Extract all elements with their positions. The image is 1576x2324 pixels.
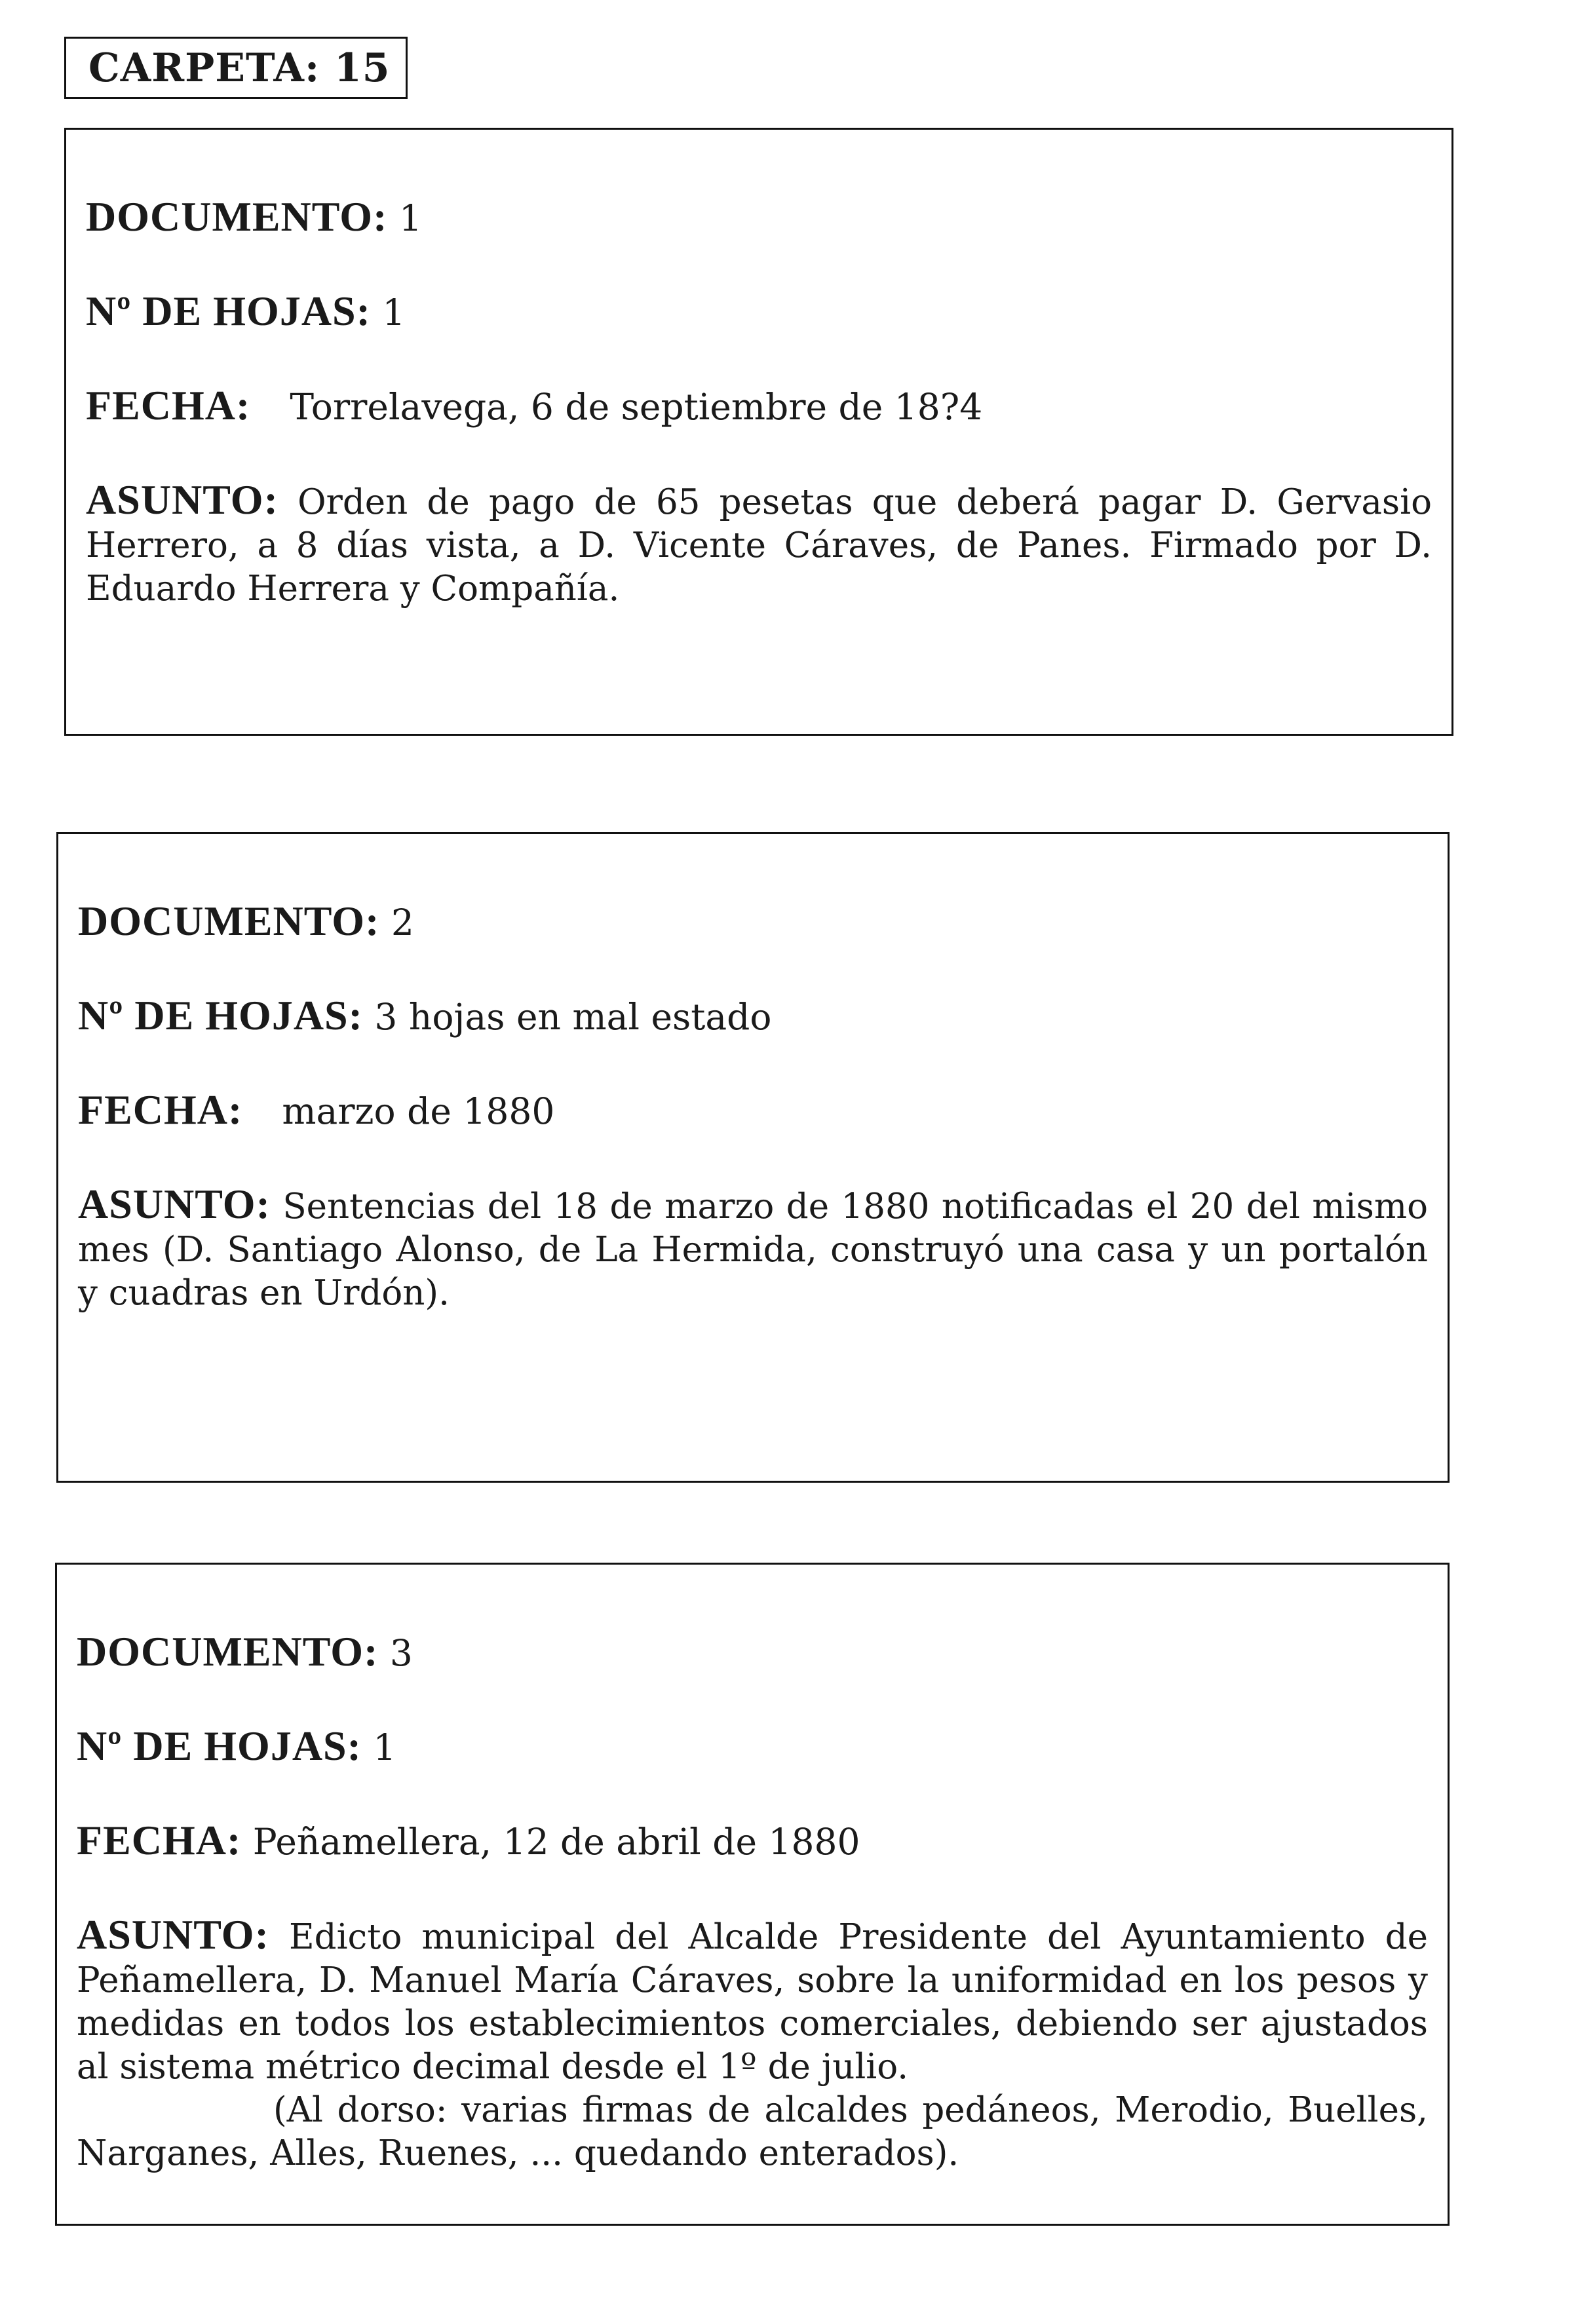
- asunto-field: [86, 478, 1432, 611]
- documento-value: 1: [398, 197, 422, 239]
- hojas-field: [78, 994, 1428, 1038]
- hojas-label: Nº DE HOJAS:: [77, 1723, 362, 1769]
- documento-label: DOCUMENTO:: [78, 898, 380, 944]
- documento-field: [78, 900, 1428, 944]
- fecha-label: FECHA:: [78, 1086, 243, 1133]
- fecha-label: FECHA:: [86, 382, 251, 429]
- dorso-note: (Al dorso: varias firmas de alcaldes pedáneos, Merodio, Buelles, Narganes, Alles, Ruenes, ... quedando enterados).: [77, 2090, 1428, 2173]
- hojas-label: Nº DE HOJAS:: [86, 288, 371, 334]
- fecha-field: [77, 1819, 1428, 1863]
- fecha-value: marzo de 1880: [282, 1090, 555, 1132]
- carpeta-label: CARPETA:: [88, 45, 320, 91]
- hojas-field: [77, 1724, 1428, 1769]
- carpeta-value: 15: [334, 45, 391, 91]
- asunto-value: Orden de pago de 65 pesetas que deberá pagar D. Gervasio Herrero, a 8 días vista, a D. Vicente Cáraves, de Panes. Firmado por D. Eduardo Herrera y Compañía.: [86, 482, 1432, 609]
- fecha-value: Peñamellera, 12 de abril de 1880: [252, 1821, 860, 1863]
- hojas-value: 1: [373, 1726, 396, 1768]
- documento-value: 2: [391, 902, 414, 943]
- documento-value: 3: [389, 1632, 413, 1674]
- asunto-value: Edicto municipal del Alcalde Presidente del Ayuntamiento de Peñamellera, D. Manuel María Cáraves, sobre la uniformidad en los pesos y medidas en todos los establecimientos comerciales, debiendo ser ajustados al sistema métrico decimal desde el 1º de julio.: [77, 1917, 1428, 2087]
- documento-label: DOCUMENTO:: [77, 1628, 379, 1675]
- fecha-value: Torrelavega, 6 de septiembre de 18?4: [290, 386, 983, 428]
- asunto-label: ASUNTO:: [78, 1181, 271, 1227]
- fecha-field: [78, 1088, 1428, 1133]
- hojas-value: 3 hojas en mal estado: [374, 996, 772, 1038]
- fecha-label: FECHA:: [77, 1817, 242, 1863]
- asunto-field: [77, 1913, 1428, 2089]
- hojas-field: [86, 290, 1432, 334]
- asunto-label: ASUNTO:: [86, 476, 279, 523]
- documento-label: DOCUMENTO:: [86, 193, 388, 240]
- carpeta-header: [64, 37, 408, 99]
- asunto-label: ASUNTO:: [77, 1911, 269, 1958]
- hojas-label: Nº DE HOJAS:: [78, 992, 363, 1038]
- asunto-value: Sentencias del 18 de marzo de 1880 notificadas el 20 del mismo mes (D. Santiago Alonso, de La Hermida, construyó una casa y un portalón y cuadras en Urdón).: [78, 1187, 1428, 1313]
- asunto-field: [78, 1183, 1428, 1315]
- document-record-2: [56, 832, 1450, 1483]
- documento-field: [77, 1630, 1428, 1675]
- document-record-3: [55, 1563, 1450, 2226]
- hojas-value: 1: [382, 292, 406, 333]
- documento-field: [86, 195, 1432, 240]
- document-record-1: [64, 128, 1453, 736]
- fecha-field: [86, 384, 1432, 429]
